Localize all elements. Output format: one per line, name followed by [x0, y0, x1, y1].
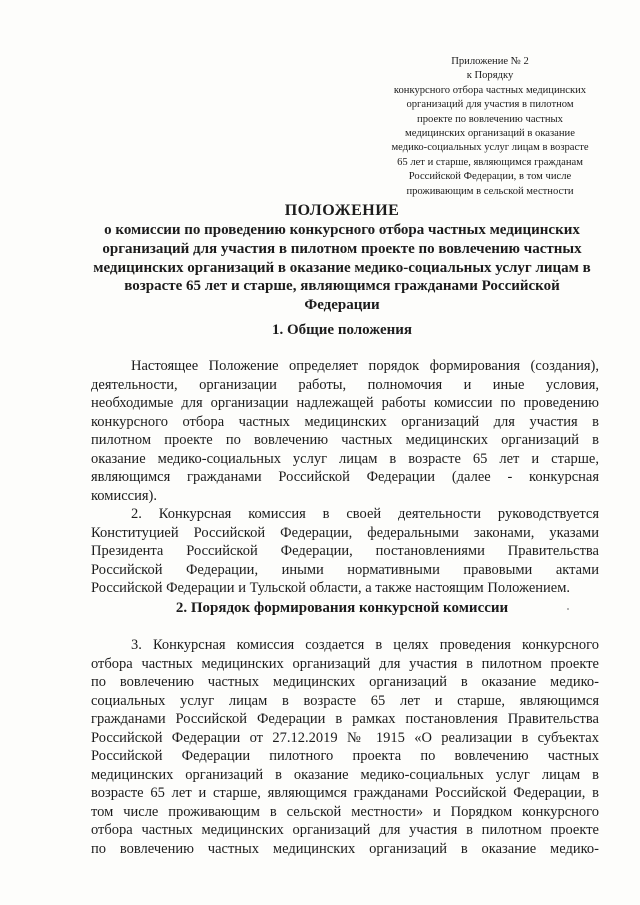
- text-line: Российской Федерации от 27.12.2019 № 1915 «О реализации в субъектах: [91, 729, 599, 746]
- text-line: отбора частных медицинских организаций для участия в пилотном проекте: [91, 655, 599, 672]
- text-line: 2. Конкурсная комиссия в своей деятельности руководствуется: [131, 506, 599, 522]
- annex-line: проекте по вовлечению частных: [417, 113, 563, 125]
- text-line: 3. Конкурсная комиссия создается в целях проведения конкурсного: [131, 637, 599, 653]
- subtitle-line: о комиссии по проведению конкурсного отбора частных медицинских: [104, 222, 580, 238]
- annex-line: медико-социальных услуг лицам в возрасте: [391, 142, 589, 154]
- text-line: по вовлечению частных медицинских организаций в оказание медико-: [91, 674, 599, 690]
- scan-speck: [567, 608, 569, 610]
- paragraph-3: [91, 636, 599, 858]
- text-line: отбора частных медицинских организаций для участия в пилотном проекте: [91, 822, 599, 838]
- paragraph-2: [91, 505, 599, 598]
- annex-line: организаций для участия в пилотном: [406, 99, 574, 111]
- annex-header: [385, 55, 595, 199]
- annex-line: Приложение № 2: [451, 56, 529, 67]
- text-line: необходимые для организации надлежащей работы комиссии по проведению: [91, 395, 599, 411]
- text-line: Настоящее Положение определяет порядок формирования (создания),: [131, 358, 599, 374]
- annex-line: Российской Федерации, в том числе: [408, 171, 572, 183]
- text-line: комиссия).: [91, 487, 157, 504]
- document-title-block: [80, 201, 604, 315]
- annex-line: конкурсного отбора частных медицинских: [393, 84, 587, 96]
- text-line: гражданами Российской Федерации в рамках постановления Правительства: [91, 711, 599, 727]
- text-line: пилотном проекте по вовлечению частных медицинских организаций в: [91, 432, 599, 448]
- text-line: Российской Федерации пилотного проекта по вовлечению частных: [91, 748, 599, 764]
- text-line: социальных услуг лицам в возрасте 65 лет и старше, являющимся: [91, 692, 599, 709]
- annex-line: проживающим в сельской местности: [406, 185, 574, 197]
- document-title: ПОЛОЖЕНИЕ: [284, 202, 400, 219]
- text-line: Российской Федерации, иными нормативными правовыми актами: [91, 561, 599, 578]
- text-line: оказание медико-социальных услуг лицам в возрасте 65 лет и старше,: [91, 450, 599, 467]
- subtitle-line: возрасте 65 лет и старше, являющимся гражданами Российской: [124, 278, 560, 295]
- subtitle-line: Федерации: [304, 297, 380, 314]
- annex-line: медицинских организаций в оказание: [405, 128, 575, 140]
- text-line: Российской Федерации и Тульской области, а также настоящим Положением.: [91, 580, 571, 596]
- document-subtitle: [80, 221, 604, 315]
- paragraph-1: [91, 357, 599, 505]
- text-line: возрасте 65 лет и старше, являющимся гражданами Российской Федерации, в: [91, 785, 599, 801]
- text-line: том числе проживающим в сельской местности» и Порядком конкурсного: [91, 803, 599, 820]
- text-line: конкурсного отбора частных медицинских организаций для участия в: [91, 413, 599, 430]
- text-line: по вовлечению частных медицинских организаций в оказание медико-: [91, 840, 599, 857]
- text-line: являющимся гражданами Российской Федерации (далее - конкурсная: [91, 469, 599, 485]
- text-line: Президента Российской Федерации, постановлениями Правительства: [91, 543, 599, 559]
- subtitle-line: организаций для участия в пилотном проекте по вовлечению частных: [102, 240, 582, 257]
- annex-line: 65 лет и старше, являющимся гражданам: [397, 156, 583, 168]
- text-line: медицинских организаций в оказание медико-социальных услуг лицам в: [91, 766, 599, 783]
- annex-line: к Порядку: [466, 70, 514, 82]
- text-line: деятельности, организации работы, полномочия и иные условия,: [91, 376, 599, 393]
- section-2-heading: 2. Порядок формирования конкурсной комиссии: [175, 600, 509, 616]
- section-1-heading: 1. Общие положения: [271, 322, 413, 338]
- subtitle-line: медицинских организаций в оказание медико-социальных услуг лицам в: [93, 259, 591, 276]
- text-line: Конституцией Российской Федерации, федеральными законами, указами: [91, 524, 599, 541]
